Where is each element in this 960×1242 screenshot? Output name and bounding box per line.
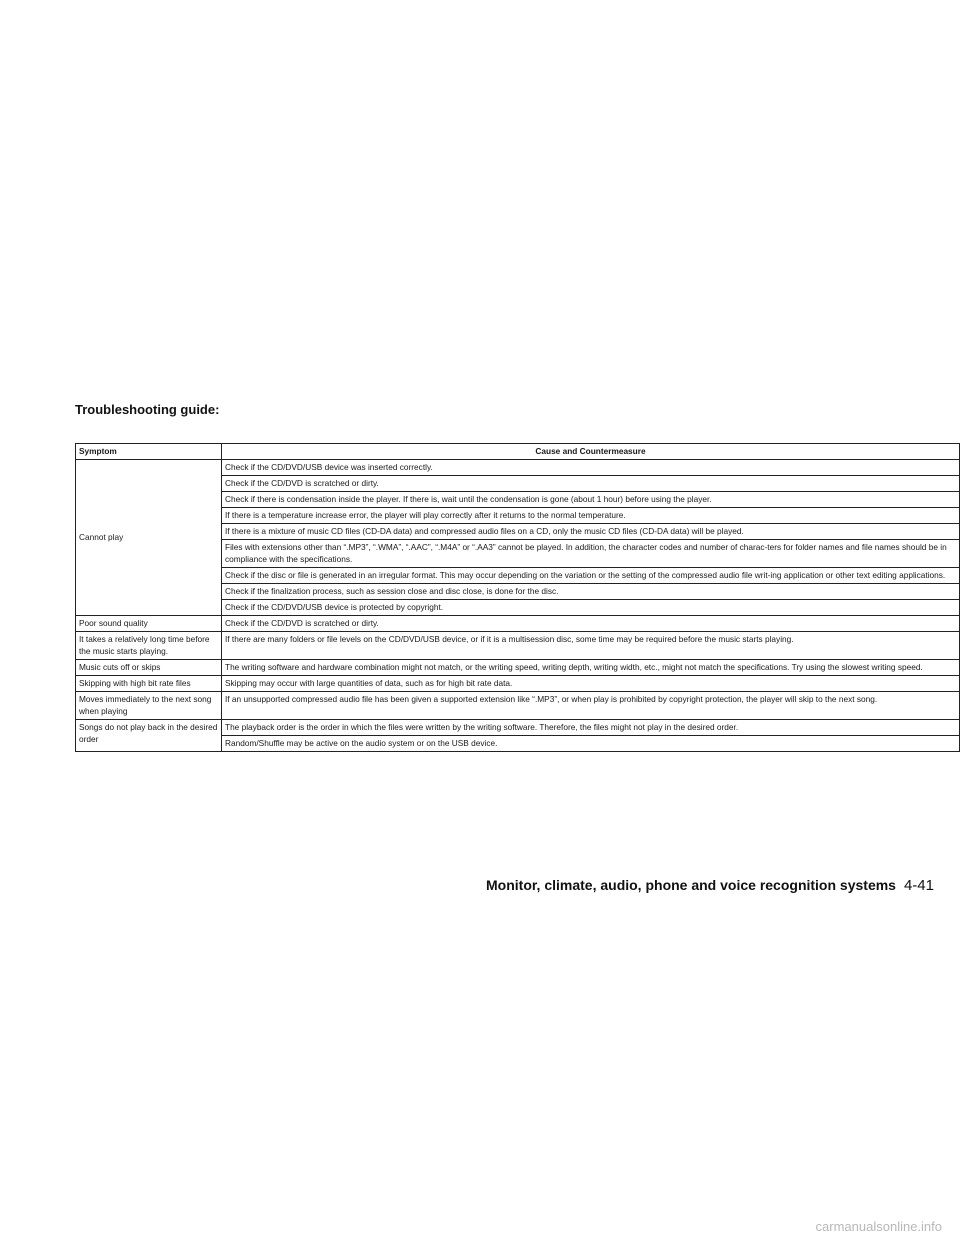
table-row: [76, 720, 960, 736]
symptom-cell: Cannot play: [76, 460, 222, 616]
cause-cell: Files with extensions other than “.MP3”, “.WMA”, “.AAC”, “.M4A” or “.AA3” cannot be played. In addition, the character codes and number of charac-ters for folder names and file names should be in compliance with the specifications.: [222, 540, 960, 568]
table-row: [76, 460, 960, 476]
section-title: Troubleshooting guide:: [75, 402, 220, 417]
cause-cell: The playback order is the order in which the files were written by the writing software. Therefore, the files might not play in the desired order.: [222, 720, 960, 736]
cause-cell: If there is a mixture of music CD files (CD-DA data) and compressed audio files on a CD, only the music CD files (CD-DA data) will be played.: [222, 524, 960, 540]
watermark: carmanualsonline.info: [815, 1219, 942, 1234]
table-row: [76, 676, 960, 692]
footer-section-title: Monitor, climate, audio, phone and voice recognition systems: [486, 877, 896, 893]
table-row: [76, 632, 960, 660]
page-number: 4-41: [903, 877, 934, 894]
symptom-cell: Moves immediately to the next song when playing: [76, 692, 222, 720]
cause-cell: The writing software and hardware combination might not match, or the writing speed, writing depth, writing width, etc., might not match the specifications. Try using the slowest writing speed.: [222, 660, 960, 676]
table-header-row: [76, 444, 960, 460]
cause-cell: If there is a temperature increase error, the player will play correctly after it returns to the normal temperature.: [222, 508, 960, 524]
cause-cell: Check if there is condensation inside the player. If there is, wait until the condensation is gone (about 1 hour) before using the player.: [222, 492, 960, 508]
symptom-cell: Poor sound quality: [76, 616, 222, 632]
cause-cell: Check if the disc or file is generated in an irregular format. This may occur depending on the variation or the setting of the compressed audio file writ-ing application or other text editing applications.: [222, 568, 960, 584]
cause-cell: Check if the CD/DVD/USB device was inserted correctly.: [222, 460, 960, 476]
cause-cell: Random/Shuffle may be active on the audio system or on the USB device.: [222, 736, 960, 752]
table-row: [76, 616, 960, 632]
page-footer: [486, 877, 934, 894]
cause-cell: If there are many folders or file levels on the CD/DVD/USB device, or if it is a multisession disc, some time may be required before the music starts playing.: [222, 632, 960, 660]
cause-cell: Check if the CD/DVD is scratched or dirty.: [222, 476, 960, 492]
table-row: [76, 692, 960, 720]
header-cause: Cause and Countermeasure: [222, 444, 960, 460]
table-row: [76, 660, 960, 676]
cause-cell: Check if the CD/DVD is scratched or dirty.: [222, 616, 960, 632]
symptom-cell: Music cuts off or skips: [76, 660, 222, 676]
troubleshooting-table: [75, 443, 960, 752]
symptom-cell: Skipping with high bit rate files: [76, 676, 222, 692]
cause-cell: Skipping may occur with large quantities of data, such as for high bit rate data.: [222, 676, 960, 692]
cause-cell: Check if the CD/DVD/USB device is protected by copyright.: [222, 600, 960, 616]
header-symptom: Symptom: [76, 444, 222, 460]
symptom-cell: It takes a relatively long time before the music starts playing.: [76, 632, 222, 660]
symptom-cell: Songs do not play back in the desired order: [76, 720, 222, 752]
cause-cell: Check if the finalization process, such as session close and disc close, is done for the disc.: [222, 584, 960, 600]
cause-cell: If an unsupported compressed audio file has been given a supported extension like “.MP3”, or when play is prohibited by copyright protection, the player will skip to the next song.: [222, 692, 960, 720]
